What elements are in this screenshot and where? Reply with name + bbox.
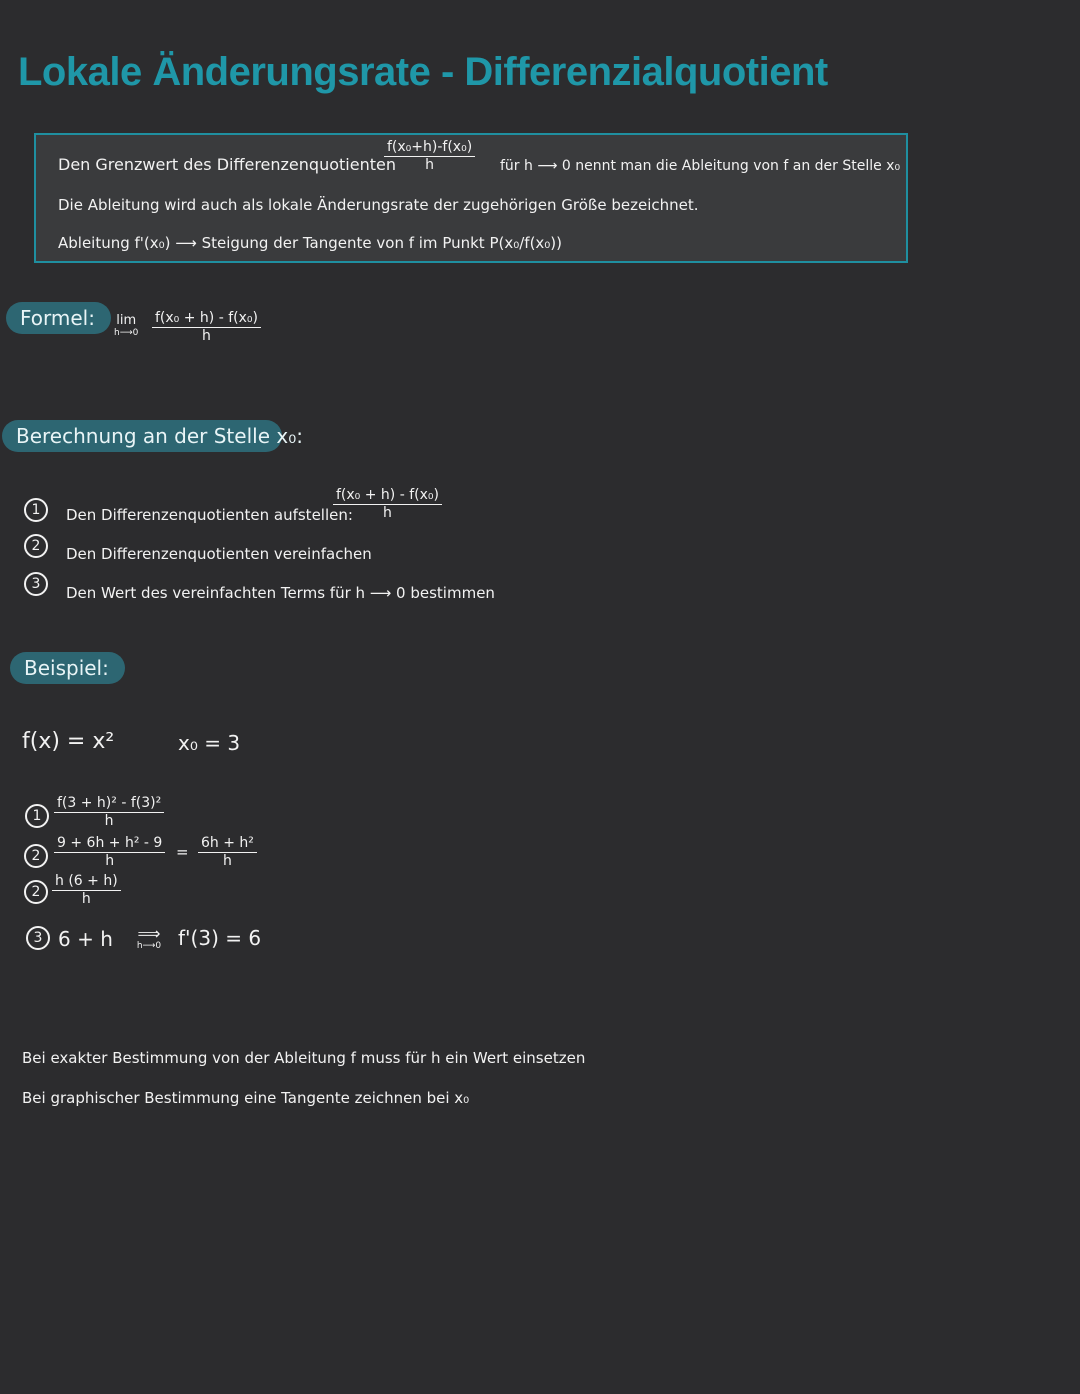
limit-operator (114, 315, 138, 339)
fraction-denominator: h (81, 891, 91, 907)
formel-fraction (152, 310, 261, 345)
fraction-numerator: 6h + h² (198, 835, 257, 853)
step-number: 2 (24, 880, 48, 904)
definition-line-3: Ableitung f'(x₀) ⟶ Steigung der Tangente von f im Punkt P(x₀/f(x₀)) (58, 234, 563, 252)
example-result: f'(3) = 6 (178, 926, 262, 950)
step-number: 3 (24, 572, 48, 596)
fraction-denominator: h (223, 853, 232, 869)
fraction-numerator: 9 + 6h + h² - 9 (54, 835, 165, 853)
note-line-1: Bei exakter Bestimmung von der Ableitung f muss für h ein Wert einsetzen (22, 1049, 586, 1067)
fraction-numerator: f(3 + h)² - f(3)² (54, 795, 164, 813)
example-function: f(x) = x² (22, 729, 115, 754)
arrow-label: h⟶0 (136, 941, 162, 951)
step-text: Den Wert des vereinfachten Terms für h ⟶ 0 bestimmen (66, 584, 495, 602)
example-step2-fraction (54, 835, 165, 870)
step-number: 3 (26, 926, 50, 950)
equals-sign: = (176, 843, 189, 861)
fraction-denominator: h (383, 505, 392, 521)
lim-text: lim (116, 313, 137, 328)
page-title: Lokale Änderungsrate - Differenzialquotient (18, 50, 828, 94)
step-text: Den Differenzenquotienten aufstellen: (66, 506, 353, 524)
lim-subscript: h⟶0 (114, 328, 139, 338)
fraction-numerator: h (6 + h) (52, 873, 121, 891)
definition-fraction (384, 139, 475, 174)
definition-line-1: Den Grenzwert des Differenzenquotienten (58, 155, 396, 174)
fraction-denominator: h (104, 813, 114, 829)
fraction-denominator: h (202, 328, 211, 344)
example-step2-simplified-fraction (198, 835, 257, 870)
example-step1-fraction (54, 795, 164, 830)
example-step3-term: 6 + h (58, 927, 113, 951)
example-step2b-fraction (52, 873, 121, 908)
arrow-right-icon: ⟹ (137, 924, 161, 943)
limit-arrow (126, 924, 172, 951)
definition-line-1-rest: für h ⟶ 0 nennt man die Ableitung von f an der Stelle x₀ (500, 158, 901, 174)
step-text: Den Differenzenquotienten vereinfachen (66, 545, 372, 563)
fraction-numerator: f(x₀ + h) - f(x₀) (152, 310, 261, 328)
step-number: 2 (24, 844, 48, 868)
fraction-denominator: h (105, 853, 115, 869)
fraction-denominator: h (425, 157, 435, 173)
fraction-numerator: f(x₀ + h) - f(x₀) (333, 487, 442, 505)
definition-line-2: Die Ableitung wird auch als lokale Änderungsrate der zugehörigen Größe bezeichnet. (58, 196, 699, 214)
step-number: 1 (24, 498, 48, 522)
fraction-numerator: f(x₀+h)-f(x₀) (384, 139, 475, 157)
beispiel-label: Beispiel: (10, 652, 125, 684)
example-x0: x₀ = 3 (178, 731, 241, 755)
berechnung-label: Berechnung an der Stelle x₀: (2, 420, 282, 452)
step-number: 2 (24, 534, 48, 558)
step-number: 1 (25, 804, 49, 828)
note-line-2: Bei graphischer Bestimmung eine Tangente zeichnen bei x₀ (22, 1089, 470, 1107)
formel-label: Formel: (6, 302, 111, 334)
